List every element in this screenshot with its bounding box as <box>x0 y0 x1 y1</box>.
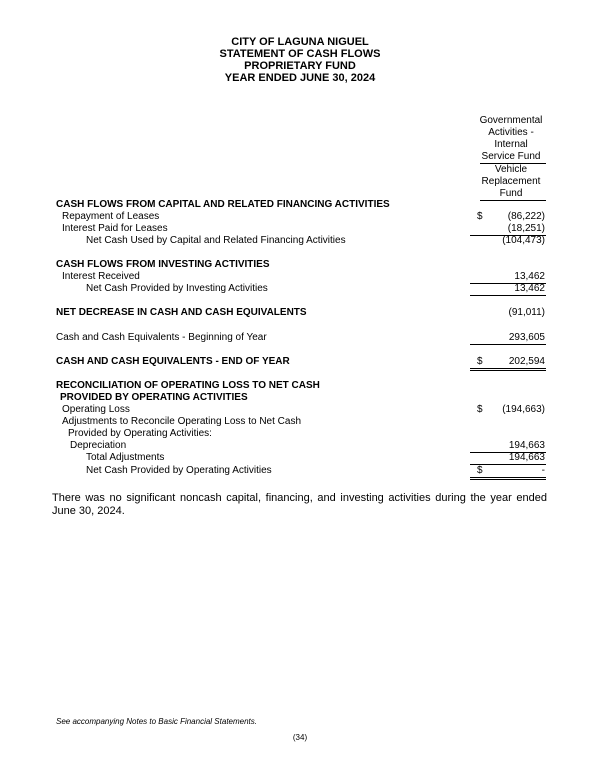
row-label-net-cash-capital: Net Cash Used by Capital and Related Financing Activities <box>86 235 346 246</box>
header-period: YEAR ENDED JUNE 30, 2024 <box>224 72 376 84</box>
value-net-cash-capital: (104,473) <box>502 235 545 246</box>
section-heading-investing: CASH FLOWS FROM INVESTING ACTIVITIES <box>56 259 270 270</box>
column-fund-rule <box>480 200 546 201</box>
value-repayment-of-leases: (86,222) <box>507 211 545 222</box>
value-operating-loss: (194,663) <box>502 404 545 415</box>
column-group-line1: Governmental <box>479 115 543 126</box>
row-label-net-decrease: NET DECREASE IN CASH AND CASH EQUIVALENTS <box>56 307 307 318</box>
column-group-line3: Internal <box>494 139 528 150</box>
double-rule-top <box>470 368 546 369</box>
subtotal-rule <box>470 344 546 345</box>
page-number: (34) <box>292 733 308 742</box>
header-statement: STATEMENT OF CASH FLOWS <box>219 48 381 60</box>
dollar-sign: $ <box>477 404 483 415</box>
value-beginning-cash: 293,605 <box>508 332 545 343</box>
section-heading-reconciliation-line2: PROVIDED BY OPERATING ACTIVITIES <box>60 392 248 403</box>
double-rule-top <box>470 477 546 478</box>
double-rule-bottom <box>470 479 546 480</box>
value-net-cash-operating: - <box>541 465 545 476</box>
column-group-line4: Service Fund <box>481 151 541 162</box>
column-fund-line1: Vehicle <box>494 164 528 175</box>
row-label-ending-cash: CASH AND CASH EQUIVALENTS - END OF YEAR <box>56 356 290 367</box>
value-net-decrease: (91,011) <box>508 307 545 318</box>
column-fund-line2: Replacement <box>481 176 541 187</box>
double-rule-bottom <box>470 370 546 371</box>
row-label-net-cash-operating: Net Cash Provided by Operating Activities <box>86 465 272 476</box>
dollar-sign: $ <box>477 356 483 367</box>
column-group-line2: Activities - <box>488 127 534 138</box>
value-depreciation: 194,663 <box>508 440 545 451</box>
value-net-cash-investing: 13,462 <box>514 283 545 294</box>
noncash-note: There was no significant noncash capital, financing, and investing activities during the year ended June 30, 2024. <box>52 492 547 517</box>
dollar-sign: $ <box>477 465 483 476</box>
row-label-operating-loss: Operating Loss <box>62 404 130 415</box>
row-label-adjustments-line1: Adjustments to Reconcile Operating Loss to Net Cash <box>62 416 302 427</box>
row-label-total-adjustments: Total Adjustments <box>86 452 165 463</box>
column-fund-line3: Fund <box>499 188 523 199</box>
row-label-adjustments-line2: Provided by Operating Activities: <box>68 428 212 439</box>
value-interest-received: 13,462 <box>514 271 545 282</box>
row-label-net-cash-investing: Net Cash Provided by Investing Activities <box>86 283 268 294</box>
value-interest-paid: (18,251) <box>507 223 545 234</box>
notes-reference: See accompanying Notes to Basic Financial Statements. <box>56 717 257 726</box>
row-label-depreciation: Depreciation <box>70 440 127 451</box>
row-label-repayment-of-leases: Repayment of Leases <box>62 211 160 222</box>
header-fund: PROPRIETARY FUND <box>244 60 356 72</box>
row-label-interest-paid: Interest Paid for Leases <box>62 223 168 234</box>
header-entity: CITY OF LAGUNA NIGUEL <box>231 36 369 48</box>
value-ending-cash: 202,594 <box>508 356 545 367</box>
dollar-sign: $ <box>477 211 483 222</box>
value-total-adjustments: 194,663 <box>508 452 545 463</box>
section-heading-capital: CASH FLOWS FROM CAPITAL AND RELATED FINANCING ACTIVITIES <box>56 199 390 210</box>
row-label-beginning-cash: Cash and Cash Equivalents - Beginning of Year <box>56 332 267 343</box>
row-label-interest-received: Interest Received <box>62 271 140 282</box>
section-heading-reconciliation-line1: RECONCILIATION OF OPERATING LOSS TO NET CASH <box>56 380 320 391</box>
total-rule <box>470 295 546 296</box>
